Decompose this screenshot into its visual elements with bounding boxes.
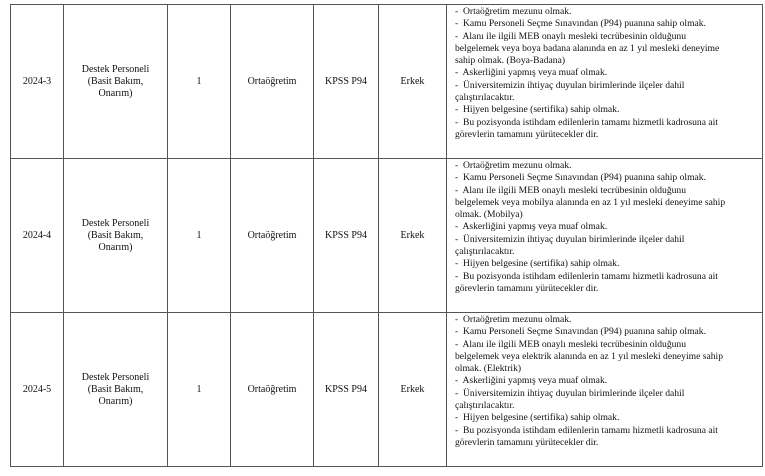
exam-type: KPSS P94 (314, 313, 379, 467)
requirement-line: sahip olmak. (Boya-Badana) (455, 55, 566, 67)
position-title-line: Destek Personeli (81, 63, 150, 75)
position-title-line: (Basit Bakım, (87, 75, 144, 87)
table-row (11, 159, 763, 313)
requirement-line: - Alanı ile ilgili MEB onaylı mesleki tecrübesinin olduğunu (455, 338, 687, 350)
exam-type: KPSS P94 (314, 159, 379, 313)
requirement-line: - Kamu Personeli Seçme Sınavından (P94) puanına sahip olmak. (455, 326, 706, 338)
exam-type: KPSS P94 (314, 5, 379, 159)
requirement-line: - Askerliğini yapmış veya muaf olmak. (455, 375, 608, 387)
requirement-line: - Üniversitemizin ihtiyaç duyulan birimlerinde ilçeler dahil (455, 233, 685, 245)
position-count: 1 (168, 313, 231, 467)
requirement-line: - Hijyen belgesine (sertifika) sahip olmak. (455, 258, 620, 270)
requirement-line: - Bu pozisyonda istihdam edilenlerin tamamı hizmetli kadrosuna ait (455, 270, 718, 282)
education-level: Ortaöğretim (231, 313, 314, 467)
position-title-line: Onarım) (98, 395, 133, 407)
requirement-line: olmak. (Elektrik) (455, 363, 522, 375)
requirement-line: - Hijyen belgesine (sertifika) sahip olmak. (455, 104, 620, 116)
position-count: 1 (168, 5, 231, 159)
requirement-line: - Ortaöğretim mezunu olmak. (455, 6, 572, 17)
requirement-line: belgelemek veya elektrik alanında en az 1 yıl mesleki deneyime sahip (455, 350, 723, 362)
requirement-line: belgelemek veya mobilya alanında en az 1 yıl mesleki deneyime sahip (455, 196, 726, 208)
position-code: 2024-4 (11, 159, 64, 313)
requirement-line: belgelemek veya boya badana alanında en az 1 yıl mesleki deneyime (455, 42, 720, 54)
table-row (11, 5, 763, 159)
requirements (447, 5, 763, 159)
position-title-line: Destek Personeli (81, 371, 150, 383)
position-count: 1 (168, 159, 231, 313)
requirement-line: - Üniversitemizin ihtiyaç duyulan birimlerinde ilçeler dahil (455, 79, 685, 91)
education-level: Ortaöğretim (231, 159, 314, 313)
position-code: 2024-5 (11, 313, 64, 467)
table-row (11, 313, 763, 467)
position-title-line: Destek Personeli (81, 217, 150, 229)
requirement-line: görevlerin tamamını yürütecekler dir. (455, 128, 599, 140)
requirement-line: - Ortaöğretim mezunu olmak. (455, 160, 572, 171)
requirement-line: - Kamu Personeli Seçme Sınavından (P94) puanına sahip olmak. (455, 18, 706, 30)
gender: Erkek (379, 313, 447, 467)
requirement-line: çalıştırılacaktır. (455, 246, 515, 258)
position-title-line: Onarım) (98, 241, 133, 253)
requirement-line: - Bu pozisyonda istihdam edilenlerin tamamı hizmetli kadrosuna ait (455, 424, 718, 436)
requirement-line: görevlerin tamamını yürütecekler dir. (455, 436, 599, 448)
requirement-line: - Alanı ile ilgili MEB onaylı mesleki tecrübesinin olduğunu (455, 30, 687, 42)
requirement-line: çalıştırılacaktır. (455, 92, 515, 104)
positions-table-body (11, 5, 763, 467)
requirements (447, 313, 763, 467)
requirements (447, 159, 763, 313)
requirement-line: görevlerin tamamını yürütecekler dir. (455, 282, 599, 294)
requirement-line: - Bu pozisyonda istihdam edilenlerin tamamı hizmetli kadrosuna ait (455, 116, 718, 128)
position-title (64, 313, 168, 467)
requirement-line: - Askerliğini yapmış veya muaf olmak. (455, 221, 608, 233)
positions-table (10, 4, 763, 467)
position-title-line: (Basit Bakım, (87, 229, 144, 241)
position-title (64, 5, 168, 159)
position-code: 2024-3 (11, 5, 64, 159)
requirement-line: olmak. (Mobilya) (455, 209, 523, 221)
gender: Erkek (379, 159, 447, 313)
requirement-line: - Hijyen belgesine (sertifika) sahip olmak. (455, 412, 620, 424)
position-title-line: (Basit Bakım, (87, 383, 144, 395)
position-title-line: Onarım) (98, 87, 133, 99)
requirement-line: - Ortaöğretim mezunu olmak. (455, 314, 572, 325)
gender: Erkek (379, 5, 447, 159)
requirement-line: çalıştırılacaktır. (455, 400, 515, 412)
position-title (64, 159, 168, 313)
requirement-line: - Üniversitemizin ihtiyaç duyulan birimlerinde ilçeler dahil (455, 387, 685, 399)
requirement-line: - Alanı ile ilgili MEB onaylı mesleki tecrübesinin olduğunu (455, 184, 687, 196)
education-level: Ortaöğretim (231, 5, 314, 159)
requirement-line: - Askerliğini yapmış veya muaf olmak. (455, 67, 608, 79)
requirement-line: - Kamu Personeli Seçme Sınavından (P94) puanına sahip olmak. (455, 172, 706, 184)
